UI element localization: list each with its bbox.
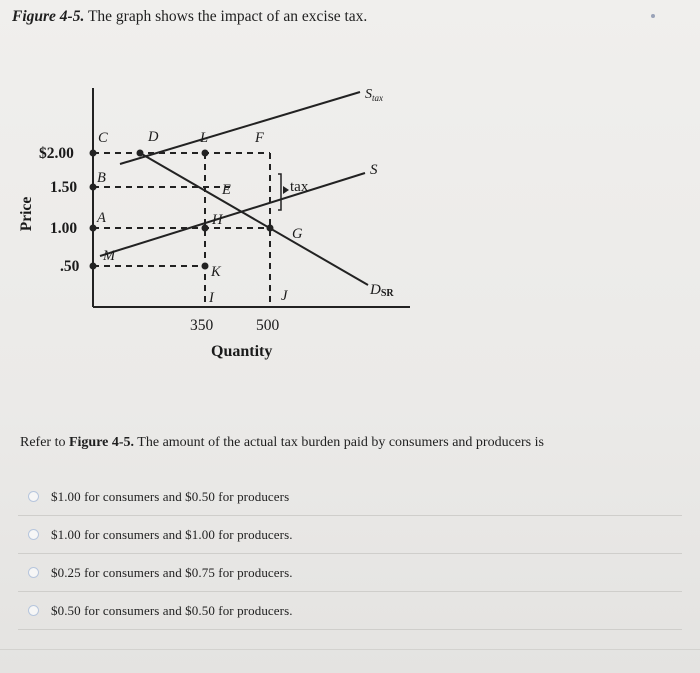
point-label-j: J — [281, 288, 288, 304]
point-label-g: G — [292, 226, 303, 242]
point-k-marker — [202, 263, 209, 270]
tax-arrow — [283, 186, 289, 194]
supply-tax-label — [365, 87, 383, 103]
point-label-d: D — [148, 129, 159, 145]
price-tick-2-00: $2.00 — [39, 145, 74, 162]
excise-tax-graph — [0, 60, 430, 370]
x-axis-title: Quantity — [211, 343, 273, 360]
point-label-i: I — [209, 290, 214, 306]
point-l-marker — [202, 150, 209, 157]
point-d-marker — [137, 150, 144, 157]
tick-marker-1-50 — [90, 184, 97, 191]
supply-tax-label-sub: tax — [372, 93, 383, 103]
demand-label-main: D — [370, 282, 381, 298]
supply-tax-label-main: S — [365, 87, 372, 102]
point-label-b: B — [97, 170, 106, 186]
demand-label-sub: SR — [380, 288, 394, 299]
radio-icon[interactable] — [28, 529, 39, 540]
question-text — [20, 435, 544, 451]
option-1[interactable] — [18, 478, 682, 516]
question-figure-ref: Figure 4-5. — [68, 435, 135, 450]
price-tick-1-00: 1.00 — [50, 220, 78, 237]
decorative-dot — [651, 14, 655, 18]
option-3[interactable] — [18, 554, 682, 592]
tick-marker-0-50 — [90, 263, 97, 270]
radio-icon[interactable] — [28, 491, 39, 502]
divider — [0, 649, 700, 650]
price-tick-1-50: 1.50 — [50, 179, 78, 196]
option-4-label: $0.50 for consumers and $0.50 for producers. — [51, 602, 293, 618]
demand-label — [369, 282, 394, 299]
dashed-guides — [93, 153, 270, 305]
point-label-a: A — [97, 210, 106, 226]
point-h-marker — [202, 225, 209, 232]
radio-icon[interactable] — [28, 567, 39, 578]
point-label-l: L — [200, 130, 209, 146]
figure-label: Figure 4-5. — [12, 8, 85, 25]
supply-curve — [100, 173, 365, 256]
caption-text: The graph shows the impact of an excise tax. — [87, 8, 368, 25]
point-label-m: M — [103, 248, 116, 264]
question-prefix: Refer to — [20, 435, 69, 450]
supply-label: S — [370, 162, 378, 178]
point-label-f: F — [255, 130, 264, 146]
option-4[interactable] — [18, 592, 682, 630]
price-tick-0-50: .50 — [60, 258, 80, 275]
radio-icon[interactable] — [28, 605, 39, 616]
tax-label: tax — [290, 179, 309, 195]
option-3-label: $0.25 for consumers and $0.75 for producers. — [51, 564, 293, 580]
figure-caption — [12, 8, 367, 26]
point-label-c: C — [98, 130, 108, 146]
quantity-tick-350: 350 — [190, 317, 214, 334]
point-g-marker — [267, 225, 274, 232]
question-body: The amount of the actual tax burden paid by consumers and producers is — [134, 435, 544, 450]
tick-marker-1-00 — [90, 225, 97, 232]
quantity-tick-500: 500 — [256, 317, 280, 334]
option-2-label: $1.00 for consumers and $1.00 for producers. — [51, 526, 293, 542]
y-axis-title: Price — [18, 196, 35, 232]
point-label-e: E — [222, 182, 231, 198]
point-label-h: H — [212, 212, 223, 228]
point-label-k: K — [211, 264, 221, 280]
tax-bracket — [278, 174, 281, 210]
option-1-label: $1.00 for consumers and $0.50 for producers — [51, 488, 290, 504]
option-2[interactable] — [18, 516, 682, 554]
tick-marker-2-00 — [90, 150, 97, 157]
